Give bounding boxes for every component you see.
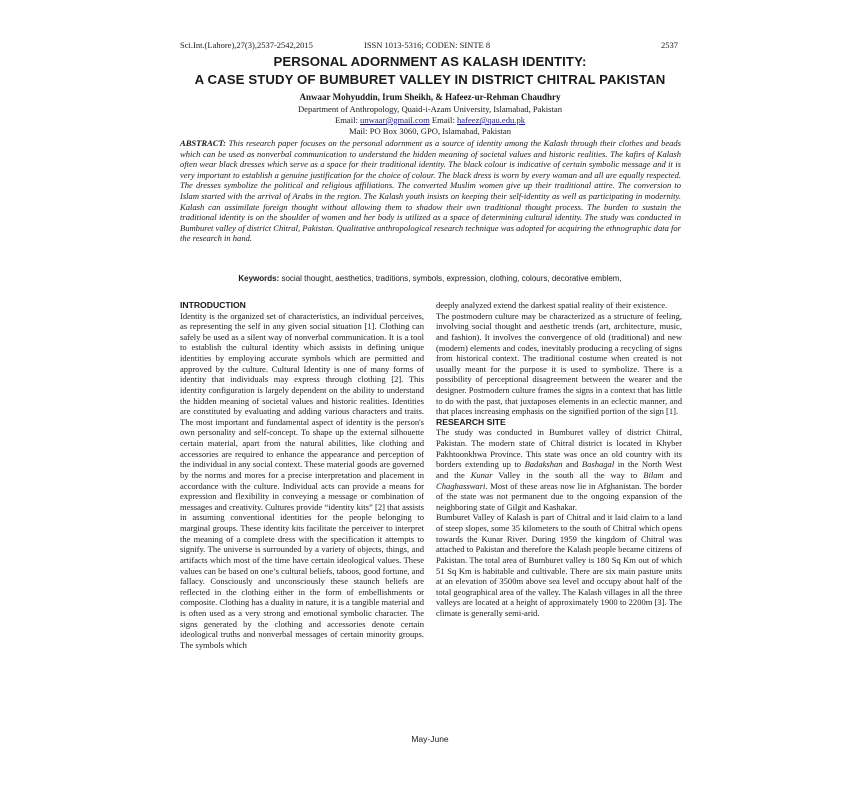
abstract	[180, 138, 681, 244]
paper-title-line-2: A CASE STUDY OF BUMBURET VALLEY IN DISTRICT CHITRAL PAKISTAN	[194, 72, 666, 87]
affiliation: Department of Anthropology, Quaid-i-Azam University, Islamabad, Pakistan	[297, 104, 563, 114]
intro-continuation-paragraph: deeply analyzed extend the darkest spatial reality of their existence.	[436, 300, 668, 310]
left-column	[180, 300, 424, 651]
introduction-heading: INTRODUCTION	[180, 300, 246, 310]
text-run: . Most of these areas now lie in Afghanistan. The border of the state was not permanent due to the ongoing expansion of the neighboring state of Gilgit and Kashakar.	[436, 480, 682, 512]
postmodern-paragraph: The postmodern culture may be characterized as a structure of feeling, involving social thought and aesthetic trends (art, architecture, music, and fashion). It involves the convergence of old (traditional) and new (modern) elements and codes, inevitably producing a recycling of signs from historical context. The traditional costume when created is not usually meant for the purpose it is used to symbolize. There is a possibility of perceptional disagreement between the wearer and the designer. Postmodern culture frames the signs in a context that has little to do with the past, that juxtaposes elements in an eclectic manner, and that places increasing emphasis on the signified portion of the sign [1].	[436, 310, 682, 417]
place-badakshan: Badakshan	[524, 459, 563, 470]
email-label-1: Email:	[334, 115, 358, 125]
keywords-label: Keywords:	[238, 274, 280, 283]
running-header	[180, 40, 678, 52]
research-site-paragraph-1	[436, 427, 682, 512]
journal-citation: Sci.Int.(Lahore),27(3),2537-2542,2015	[180, 40, 313, 50]
email-line	[150, 115, 710, 125]
keywords-text: social thought, aesthetics, traditions, symbols, expression, clothing, colours, decorative emblem,	[281, 274, 622, 283]
keywords	[150, 274, 710, 283]
author-list: Anwaar Mohyuddin, Irum Sheikh, & Hafeez-ur-Rehman Chaudhry	[299, 92, 561, 102]
issn-coden: ISSN 1013-5316; CODEN: SINTE 8	[364, 40, 491, 50]
footer-issue: May-June	[411, 734, 449, 744]
text-run: in the North West and the	[436, 459, 682, 480]
text-run: and	[663, 469, 682, 480]
research-site-paragraph-2: Bumburet Valley of Kalash is part of Chitral and it laid claim to a land of steep slopes, some 35 kilometers to the south of Chitral which opens towards the Kunar River. During 1959 the kingdom of Chitral was attached to Pakistan and therefore the Kalash people became citizens of Pakistan. The total area of Bumburet valley is 180 Sq Km out of which 51 Sq Km is habitable and cultivable. There are six main pasture units at an elevation of 3500m above sea level and occupy about half of the total geographical area of the valley. The Kalash villages in all the three valleys are located at a height of approximately 1900 to 2200m [3]. The climate is generally semi-arid.	[436, 512, 682, 619]
place-kunar: Kunar	[470, 469, 493, 480]
place-bilam: Bilam	[643, 469, 664, 480]
page-number: 2537	[661, 40, 678, 50]
abstract-text: This research paper focuses on the personal adornment as a source of identity among the Kalash through their clothes and beads which can be used as nonverbal communication to understand the hidden meaning of societal values and historic realities. The kafirs of Kalash often wear black dresses which serve as a space for their traditional identity. The black colour is indicative of certain symbolic message and it is very important to establish a genuine justification for the choice of colour. The black dress is worn by every woman and all are equally respected. The dresses symbolize the political and religious affiliations. The converted Muslim women give up their traditional attire. The conversion to Islam started with the arrival of Arabs in the region. The Kalash youth insists on keeping their self-identity as well as participating in modernity. Kalash can assimilate foreign thought without allowing them to shadow their own traditional thought process. The burden to sustain the traditional identity is on the shoulder of women and her body is utilized as a space of determining cultural identity. The study was conducted in Bumburet valley of district Chitral, Pakistan. Qualitative anthropological research technique was adopted for acquiring the ethnographic data for the research in hand.	[180, 138, 682, 244]
abstract-label: ABSTRACT:	[180, 138, 226, 148]
text-run: Valley in the south all the way to	[492, 469, 644, 480]
paper-title-line-1: PERSONAL ADORNMENT AS KALASH IDENTITY:	[273, 54, 587, 69]
place-bashagal: Bashagal	[581, 459, 615, 470]
place-chaghasswari: Chaghasswari	[436, 480, 486, 491]
text-run: The study was conducted in Bumburet valley of district Chitral, Pakistan. The modern state of Chitral district is located in Khyber Pakhtoonkhwa Province. This state was once an old country with its borders extending up to	[436, 427, 682, 470]
email-link-1[interactable]: unwaar@gmail.com	[360, 115, 430, 125]
right-column	[436, 300, 682, 619]
email-link-2[interactable]: hafeez@qau.edu.pk	[457, 115, 526, 125]
text-run: and	[562, 459, 582, 470]
postal-address: Mail: PO Box 3060, GPO, Islamabad, Pakistan	[348, 126, 512, 136]
research-site-heading: RESEARCH SITE	[436, 416, 506, 427]
introduction-paragraph: Identity is the organized set of characteristics, an individual perceives, as representing the self in any given social situation [1]. Clothing can safely be used as a silent way of nonverbal communication. It is a tool to establish the cultural identity which assists in defining unique identities by employing accurate symbols which are permitted and approved by the culture. Cultural Identity is one of many forms of identity that individuals may express through clothing [2]. This identity configuration is largely dependent on the ability to understand the hidden meaning of societal values and historic realities. Identities are constituted by evaluating and adding various characters and traits. The most important and fundamental aspect of identity is the person's own personality and self-concept. To shape up the external silhouette certain material, apart from the natural abilities, like clothing and accessories are required to enhance the appearance and perception of the individual in any social context. These material goods are governed by the norms and mores for a precise interpretation and placement in accordance with the culture. Individual acts can provide a means for expression and flexibility in conveying a message or combination of messages and creativity. Cultures provide “identity kits” [2] that assists in assuming conventional identities for the people belonging to marginal groups. These identity kits facilitate the perceiver to interpret the meaning of a complete dress with the specification it attempts to signify. The universe is surrounded by a variety of objects, things, and artifacts which most of the time have certain ideological values. These values can be based on one’s cultural beliefs, taboos, good fortune, and fallacy. Consciously and unconsciously these staunch beliefs are reflected in the clothing either in the form of embellishments or composite. Clothing has a duality in nature, it is a tangible material and is often used as a very strong and emotional symbolic character. The signs generated by the clothing and accessories denote certain ideological truths and nonverbal messages of certain minority groups. The symbols which	[180, 310, 425, 650]
email-label-2: Email:	[431, 115, 455, 125]
